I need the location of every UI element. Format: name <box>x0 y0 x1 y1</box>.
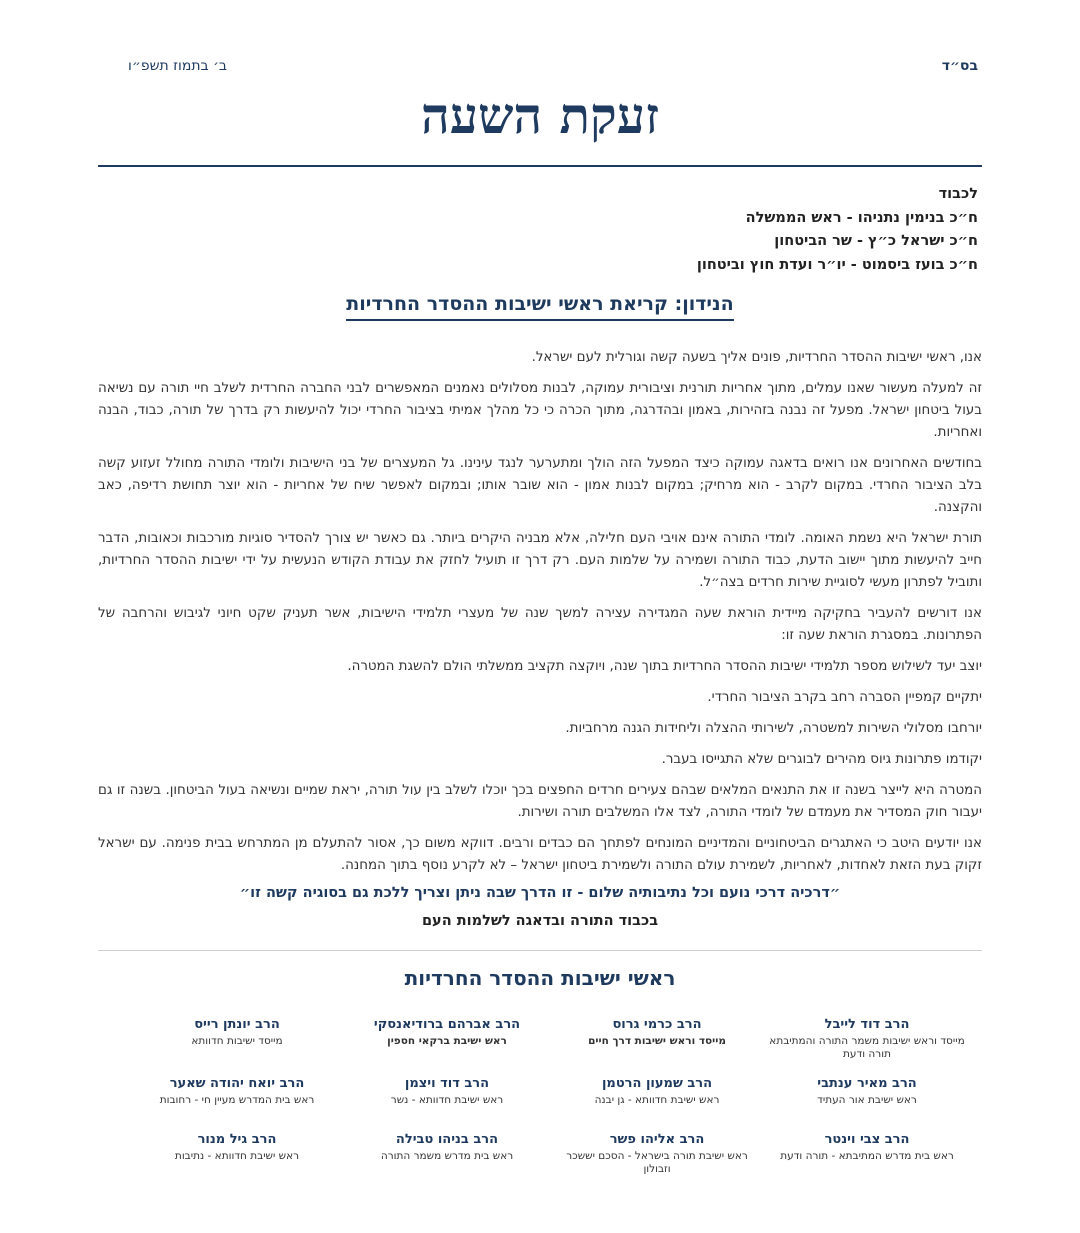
letter-page <box>98 0 982 1233</box>
signatory-role: ראש ישיבת תורה בישראל - הסכם יששכר וזבולון <box>566 1150 748 1175</box>
signatory-name: הרב שמעון הרטמן <box>601 1076 713 1091</box>
body-paragraph: בחודשים האחרונים אנו רואים בדאגה עמוקה כיצד המפעל הזה הולך ומתערער לנגד עינינו. גל המעצרים של בני הישיבות ולומדי התורה מחולל זעזוע קשה בלב הציבור החרדי. במקום לקרב - הוא מרחיק; במקום לבנות אמון - הוא שובר אותו; ובמקום לאפשר שיח של אחריות - הוא יוצר תחושת רדיפה, כאב והקצנה. <box>98 456 982 515</box>
addressees-block <box>697 183 978 277</box>
addressee-line: לכבוד <box>938 186 978 202</box>
body-paragraph: יורחבו מסלולי השירות למשטרה, לשירותי ההצלה וליחידות הגנה מרחביות. <box>565 721 982 736</box>
body-paragraph: יוצב יעד לשילוש מספר תלמידי ישיבות ההסדר החרדיות בתוך שנה, ויוקצה תקציב ממשלתי הולם להשגת המטרה. <box>347 659 982 674</box>
addressee-line: ח״כ בנימין נתניהו - ראש הממשלה <box>745 209 978 226</box>
signatory-name: הרב יונתן רייס <box>194 1017 280 1032</box>
addressee-line: ח״כ ישראל כ״ץ - שר הביטחון <box>774 233 978 249</box>
signatory-name: הרב גיל מנור <box>197 1132 277 1147</box>
signatory-name: הרב דוד לייבל <box>824 1017 910 1032</box>
body-paragraph: אנו, ראשי ישיבות ההסדר החרדיות, פונים אליך בשעה קשה וגורלית לעם ישראל. <box>531 350 982 365</box>
subject-line <box>98 293 982 321</box>
signatory-name: הרב יואח יהודה שאער <box>169 1076 305 1091</box>
signatory-name: הרב אברהם ברודיאנסקי <box>373 1017 521 1032</box>
body-paragraph: אנו דורשים להעביר בחקיקה מיידית הוראת שעה המגדירה עצירה למשך שנה של מעצרי תלמידי הישיבות, אשר תעניק שקט חיוני לגיבוש והרחבה של הפתרונות. במסגרת הוראת שעה זו: <box>98 606 982 643</box>
signatory-role: ראש בית מדרש המתיבתא - תורה ודעת <box>780 1150 954 1162</box>
bsd-mark: בס״ד <box>941 58 978 74</box>
addressee-line: ח״כ בועז ביסמוט - יו״ר ועדת חוץ וביטחון <box>696 256 978 273</box>
signatory <box>138 1075 336 1117</box>
signatory <box>138 1131 336 1176</box>
signatory <box>348 1016 546 1061</box>
body-paragraph: המטרה היא לייצר בשנה זו את התנאים המלאים שבהם צעירים חרדים החפצים בכך יוכלו לשלב בין עול תורה, יראת שמיים ונשיאה בעול הביטחון. בשנה זו גם יעבור חוק המסדיר את מעמדם של לומדי התורה, לצד אלו המשלבים תורה ושירות. <box>98 783 982 820</box>
closing-line: בכבוד התורה ובדאגה לשלמות העם <box>421 913 659 929</box>
signatory <box>768 1131 966 1176</box>
signatory-role: ראש בית המדרש מעיין חי - רחובות <box>159 1094 315 1106</box>
title-divider <box>98 165 982 167</box>
signatory <box>348 1075 546 1117</box>
body-paragraph: יתקיים קמפיין הסברה רחב בקרב הציבור החרדי. <box>707 690 982 705</box>
body-paragraph: תורת ישראל היא נשמת האומה. לומדי התורה אינם אויבי העם חלילה, אלא מבניה היקרים ביותר. גם כאשר יש צורך להסדיר סוגיות מורכבות וכאובות, הדבר חייב להיעשות מתוך יישוב הדעת, כבוד התורה ושמירה על שלמות העם. רק דרך זו תועיל לחזק את עבודת הקודש הנעשית על ידי ישיבות ההסדר החרדיות, ותוביל לפתרון מעשי לסוגיית שירות חרדים בצה״ל. <box>98 531 982 590</box>
signatory-role: מייסד וראש ישיבות משמר התורה והמתיבתא תורה ודעת <box>769 1035 965 1060</box>
signatory-role: ראש ישיבת חדוותא - נתיבות <box>174 1150 300 1162</box>
signatory-name: הרב צבי וינטר <box>824 1132 910 1147</box>
signatory <box>348 1131 546 1176</box>
body-paragraph: אנו יודעים היטב כי האתגרים הביטחוניים והמדיניים המונחים לפתחך הם כבדים ורבים. דווקא משום כך, אסור להתעלם מן המתרחש בבית פנימה. עם ישראל זקוק בעת הזאת לאחדות, לאחריות, לשמירת עולם התורה ולשמירת ביטחון ישראל – לא לקרע נוסף בתוך המחנה. <box>98 836 982 873</box>
body-paragraph: זה למעלה מעשור שאנו עמלים, מתוך אחריות תורנית וציבורית עמוקה, לבנות מסלולים נאמנים המאפשרים לבני החברה החרדית לשלב חיי תורה עם נשיאה בעול ביטחון ישראל. מפעל זה נבנה בזהירות, באמון ובהדרגה, מתוך הכרה כי כל מהלך אמיתי בציבור החרדי יכול להיעשות רק בדרך של תורה, כבוד, הבנה ואחריות. <box>98 381 982 440</box>
hebrew-date: ב׳ בתמוז תשפ״ו <box>128 58 227 74</box>
signatory-name: הרב אליהו פשר <box>609 1132 705 1147</box>
top-row <box>128 58 978 78</box>
signatory-name: הרב בניהו טבילה <box>395 1132 499 1147</box>
signatory-role: ראש ישיבת ברקאי חספין <box>387 1035 507 1047</box>
signatory-role: ראש בית מדרש משמר התורה <box>380 1150 514 1162</box>
signatories-title: ראשי ישיבות ההסדר החרדיות <box>404 966 676 990</box>
body-paragraph: יקודמו פתרונות גיוס מהירים לבוגרים שלא התגייסו בעבר. <box>661 752 982 767</box>
subject-text: הנידון: קריאת ראשי ישיבות ההסדר החרדיות <box>346 293 733 321</box>
signatory <box>558 1016 756 1061</box>
signatory <box>558 1075 756 1117</box>
signatory-role: ראש ישיבת חדוותא - נשר <box>390 1094 504 1106</box>
signatory <box>558 1131 756 1176</box>
signatory-role: מייסד וראש ישיבות דרך חיים <box>588 1035 726 1047</box>
page-title: זעקת השעה <box>420 86 660 145</box>
signatory-name: הרב כרמי גרוס <box>612 1017 702 1032</box>
closing-quote: ״דרכיה דרכי נועם וכל נתיבותיה שלום - זו הדרך שבה ניתן וצריך ללכת גם בסוגיה קשה זו״ <box>239 885 841 901</box>
signatory <box>768 1075 966 1117</box>
signatory-role: ראש ישיבת אור העתיד <box>817 1094 917 1106</box>
signatory-name: הרב מאיר ענתבי <box>817 1076 917 1091</box>
letter-body <box>98 347 982 886</box>
signature-divider <box>98 950 982 951</box>
signatory-name: הרב דוד ויצמן <box>404 1076 490 1091</box>
signatory-role: מייסד ישיבות חדוותא <box>191 1035 283 1047</box>
signatory <box>138 1016 336 1061</box>
signatory <box>768 1016 966 1061</box>
signatory-role: ראש ישיבת חדוותא - גן יבנה <box>594 1094 720 1106</box>
signatories-grid <box>138 1016 966 1176</box>
